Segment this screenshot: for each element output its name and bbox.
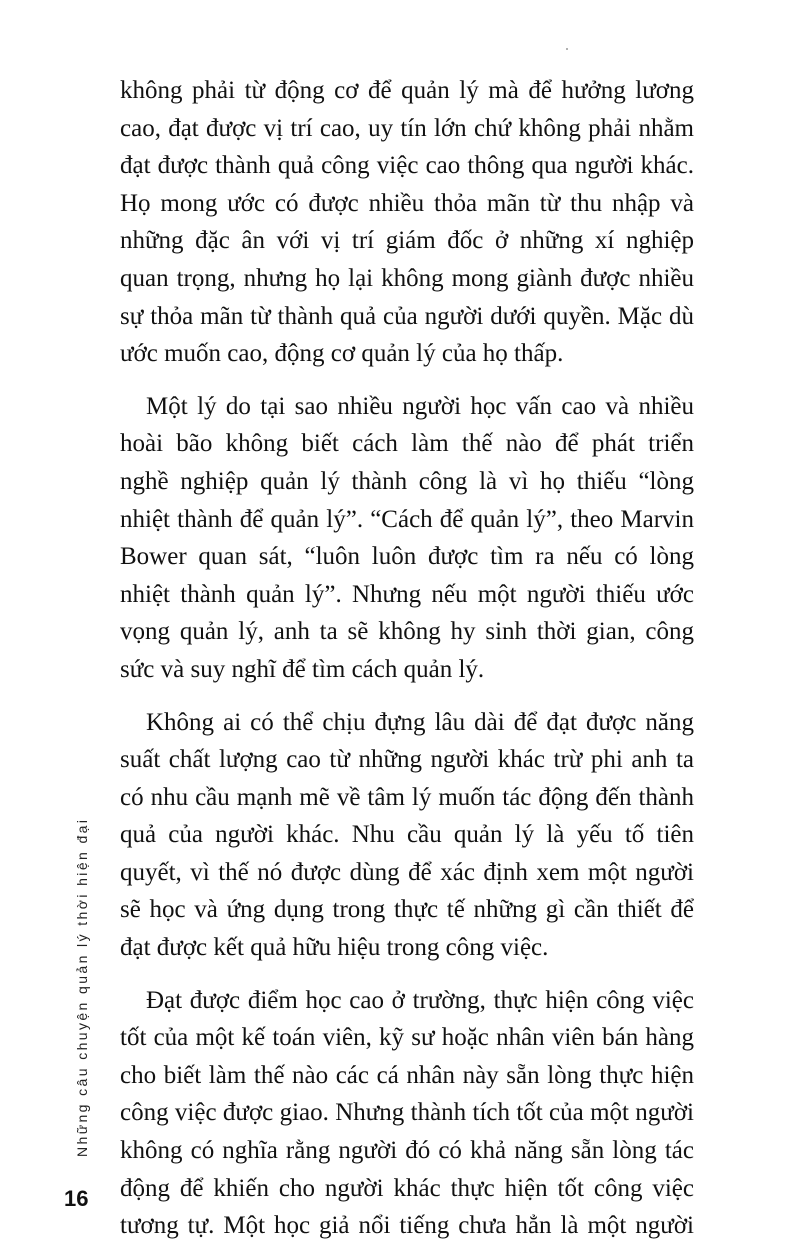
text-line: sẽ học và ứng dụng trong thực tế những gì cần thiết để <box>120 896 694 924</box>
text-line: Bower quan sát, “luôn luôn được tìm ra nếu có lòng <box>120 543 694 571</box>
text-line: Một lý do tại sao nhiều người học vấn cao và nhiều <box>146 392 694 420</box>
text-line: quyết, vì thế nó được dùng để xác định xem một người <box>120 858 694 886</box>
running-title: Những câu chuyện quản lý thời hiện đại <box>74 817 90 1157</box>
text-line: nghề nghiệp quản lý thành công là vì họ thiếu “lòng <box>120 467 694 495</box>
text-line: vọng quản lý, anh ta sẽ không hy sinh thời gian, công <box>120 618 694 646</box>
text-line: quan trọng, nhưng họ lại không mong giành được nhiều <box>120 264 694 292</box>
text-line: tốt của một kế toán viên, kỹ sư hoặc nhân viên bán hàng <box>120 1024 694 1052</box>
text-line: động để khiến cho người khác thực hiện tốt công việc <box>120 1174 694 1202</box>
page-number: 16 <box>64 1186 89 1211</box>
body-text <box>120 72 694 1260</box>
text-line: cao, đạt được vị trí cao, uy tín lớn chứ không phải nhằm <box>120 114 694 142</box>
text-line: Họ mong ước có được nhiều thỏa mãn từ thu nhập và <box>120 189 694 217</box>
text-line: nhiệt thành để quản lý”. “Cách để quản lý”, theo Marvin <box>120 505 694 533</box>
text-line: ước muốn cao, động cơ quản lý của họ thấp. <box>120 340 564 368</box>
text-line: sức và suy nghĩ để tìm cách quản lý. <box>120 655 485 683</box>
text-line: có nhu cầu mạnh mẽ về tâm lý muốn tác động đến thành <box>120 783 694 811</box>
text-line: không có nghĩa rằng người đó có khả năng sẵn lòng tác <box>120 1137 694 1165</box>
paragraph-1 <box>120 72 694 373</box>
text-line: Không ai có thể chịu đựng lâu dài để đạt được năng <box>146 708 694 736</box>
text-line: Đạt được điểm học cao ở trường, thực hiện công việc <box>146 986 694 1014</box>
text-line: nhiệt thành quản lý”. Nhưng nếu một người thiếu ước <box>120 580 694 608</box>
paragraph-3 <box>120 704 694 967</box>
scan-speck <box>566 48 568 50</box>
text-line: công việc được giao. Nhưng thành tích tốt của một người <box>120 1099 694 1127</box>
paragraph-2 <box>120 388 694 689</box>
text-line: không phải từ động cơ để quản lý mà để hưởng lương <box>120 77 694 104</box>
text-line: đạt được thành quả công việc cao thông qua người khác. <box>120 152 694 180</box>
text-line: quả của người khác. Nhu cầu quản lý là yếu tố tiên <box>120 821 694 849</box>
text-line: suất chất lượng cao từ những người khác trừ phi anh ta <box>120 746 694 774</box>
text-line: đạt được kết quả hữu hiệu trong công việc. <box>120 934 549 962</box>
text-line: hoài bão không biết cách làm thế nào để phát triển <box>120 430 694 458</box>
text-line: sự thỏa mãn từ thành quả của người dưới quyền. Mặc dù <box>120 302 694 330</box>
text-line: tương tự. Một học giả nổi tiếng chưa hẳn là một người <box>120 1212 694 1240</box>
text-line: cho biết làm thế nào các cá nhân này sẵn lòng thực hiện <box>120 1061 694 1089</box>
paragraph-4 <box>120 982 694 1245</box>
text-line: những đặc ân với vị trí giám đốc ở những xí nghiệp <box>120 227 694 255</box>
